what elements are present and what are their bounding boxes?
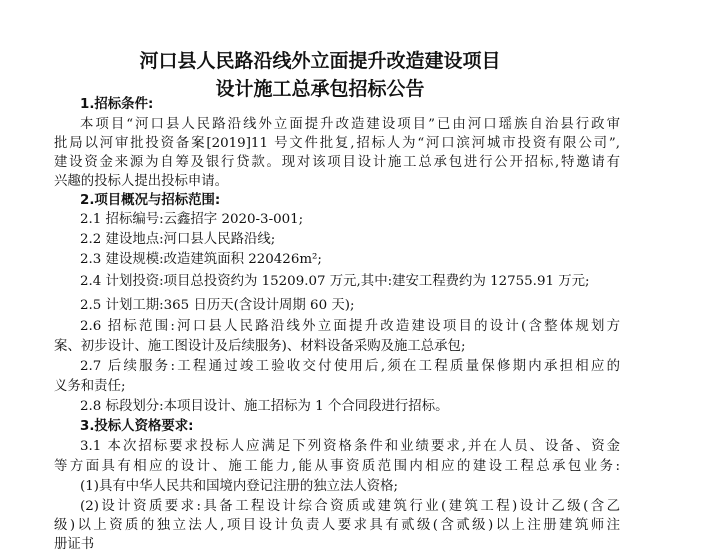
item-2-7-line1: 2.7 后续服务:工程通过竣工验收交付使用后,须在工程质量保修期内承担相应的 (80, 359, 620, 374)
section1-para-line1: 本项目“河口县人民路沿线外立面提升改造建设项目”已由河口瑶族自治县行政审 (80, 117, 620, 132)
section1-para-line2: 批局以河审批投资备案[2019]11 号文件批复,招标人为“河口滨河城市投资有限公司”, (54, 136, 620, 151)
item-3-1-line1: 3.1 本次招标要求投标人应满足下列资格条件和业绩要求,并在人员、设备、资金 (80, 439, 620, 454)
item-2-7-line2: 义务和责任; (54, 379, 126, 394)
item-3-1-line2: 等方面具有相应的设计、施工能力,能从事资质范围内相应的建设工程总承包业务: (54, 459, 620, 474)
item-3-1-sub2-line1: (2)设计资质要求:具备工程设计综合资质或建筑行业(建筑工程)设计乙级(含乙 (80, 499, 620, 514)
section2-heading: 2.项目概况与招标范围: (80, 193, 221, 208)
item-2-6-line1: 2.6 招标范围:河口县人民路沿线外立面提升改造建设项目的设计(含整体规划方 (80, 319, 620, 334)
document-title-line1: 河口县人民路沿线外立面提升改造建设项目 (139, 50, 501, 72)
section1-para-line4: 兴趣的投标人提出投标申请。 (54, 174, 229, 189)
item-3-1-sub2-line3: 册证书 (54, 537, 95, 552)
item-2-1: 2.1 招标编号:云鑫招字 2020-3-001; (80, 212, 304, 227)
item-3-1-sub1: (1)具有中华人民共和国境内登记注册的独立法人资格; (80, 479, 399, 494)
item-2-5: 2.5 计划工期:365 日历天(含设计周期 60 天); (80, 298, 355, 313)
item-2-3: 2.3 建设规模:改造建筑面积 220426m²; (80, 252, 322, 267)
section3-heading: 3.投标人资格要求: (80, 419, 194, 434)
section1-heading: 1.招标条件: (80, 97, 154, 112)
item-3-1-sub2-line2: 级)以上资质的独立法人,项目设计负责人要求具有贰级(含贰级)以上注册建筑师注 (54, 518, 620, 533)
item-2-4: 2.4 计划投资:项目总投资约为 15209.07 万元,其中:建安工程费约为 12755.91 万元; (80, 274, 590, 289)
section1-para-line3: 建设资金来源为自筹及银行贷款。现对该项目设计施工总承包进行公开招标,特邀请有 (54, 155, 620, 170)
item-2-8: 2.8 标段划分:本项目设计、施工招标为 1 个合同段进行招标。 (80, 399, 449, 414)
document-title-line2: 设计施工总承包招标公告 (215, 78, 425, 100)
item-2-6-line2: 案、初步设计、施工图设计及后续服务)、材料设备采购及施工总承包; (54, 339, 466, 354)
item-2-2: 2.2 建设地点:河口县人民路沿线; (80, 232, 276, 247)
